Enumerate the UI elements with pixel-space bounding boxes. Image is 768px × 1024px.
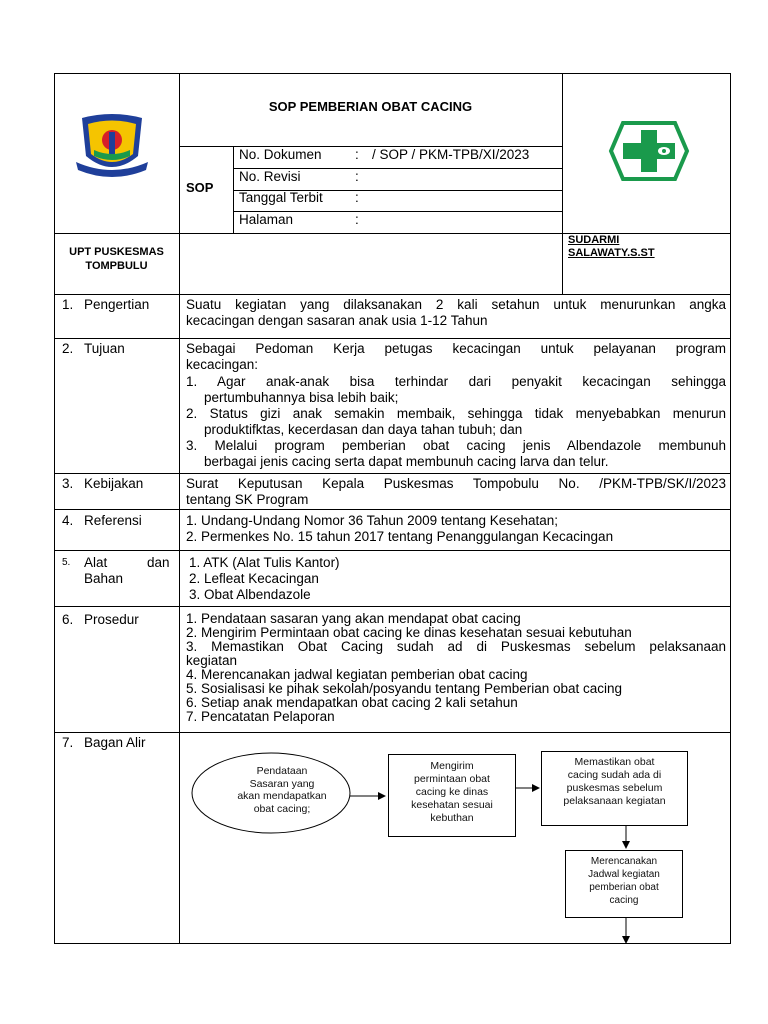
meta-sep: : [355, 190, 359, 205]
list-item: 1. ATK (Alat Tulis Kantor) [189, 555, 340, 570]
list-item-cont: produktifktas, kecerdasan dan daya tahan tubuh; dan [204, 422, 523, 437]
org-name-line2: TOMPBULU [85, 260, 148, 272]
flow-text: permintaan obat [414, 773, 490, 785]
flow-text: Merencanakan [590, 856, 658, 867]
meta-label-revision: No. Revisi [239, 169, 301, 184]
flow-text: cacing ke dinas [415, 786, 489, 798]
section-label: Bahan [84, 571, 124, 586]
flow-step-start [207, 765, 357, 815]
list-item: 2. Mengirim Permintaan obat cacing ke dinas kesehatan sesuai kebutuhan [186, 625, 632, 640]
list-item-cont: berbagai jenis cacing serta dapat membunuh cacing larva dan telur. [204, 454, 609, 469]
list-item: 3. Memastikan Obat Cacing sudah ad di Puskesmas sebelum pelaksanaan [186, 639, 726, 654]
text-line: kecacingan: [186, 357, 259, 372]
org-name [54, 245, 179, 273]
text-line: Surat Keputusan Kepala Puskesmas Tompobulu No. /PKM-TPB/SK/I/2023 [186, 476, 726, 491]
district-emblem [72, 112, 152, 182]
list-item: 2. Permenkes No. 15 tahun 2017 tentang Penanggulangan Kecacingan [186, 529, 614, 544]
signer-line2: SALAWATY.S.ST [568, 246, 655, 259]
list-item: 1. Undang-Undang Nomor 36 Tahun 2009 tentang Kesehatan; [186, 513, 559, 528]
list-item: 1. Pendataan sasaran yang akan mendapat obat cacing [186, 611, 521, 626]
puskesmas-logo [607, 118, 691, 184]
list-item: 1. Agar anak-anak bisa terhindar dari penyakit kecacingan sehingga [186, 374, 726, 389]
meta-value-number: / SOP / PKM-TPB/XI/2023 [372, 147, 530, 162]
section-number: 5. [62, 557, 71, 568]
section-label: Bagan Alir [84, 735, 146, 750]
section-label: Tujuan [84, 341, 125, 356]
section-number: 7. [62, 735, 74, 750]
meta-label-date: Tanggal Terbit [239, 190, 323, 205]
section-number: 6. [62, 612, 74, 627]
flow-step-request [388, 760, 516, 825]
section-number: 1. [62, 297, 74, 312]
flow-text: cacing sudah ada di [567, 769, 662, 781]
meta-label-number: No. Dokumen [239, 147, 322, 162]
section-label: Prosedur [84, 612, 139, 627]
meta-sep: : [355, 212, 359, 227]
meta-sep: : [355, 147, 359, 162]
text-line: tentang SK Program [186, 492, 309, 507]
flow-text: cacing [609, 895, 639, 906]
section-number: 4. [62, 513, 74, 528]
text-line: Sebagai Pedoman Kerja petugas kecacingan untuk pelayanan program [186, 341, 726, 356]
section-label: Referensi [84, 513, 142, 528]
flow-text: Jadwal kegiatan [588, 869, 660, 880]
list-item: 4. Merencanakan jadwal kegiatan pemberian obat cacing [186, 667, 528, 682]
flow-text: Sasaran yang [249, 777, 315, 790]
text-line: Suatu kegiatan yang dilaksanakan 2 kali setahun untuk menurunkan angka [186, 297, 726, 312]
text-line: kecacingan dengan sasaran anak usia 1-12 Tahun [186, 313, 488, 328]
flow-text: obat cacing; [253, 802, 311, 815]
sop-label: SOP [186, 180, 214, 195]
signer-line1: SUDARMI [568, 234, 620, 246]
list-item: 2. Status gizi anak semakin membaik, sehingga tidak menyebabkan menurun [186, 406, 726, 421]
list-item: 5. Sosialisasi ke pihak sekolah/posyandu tentang Pemberian obat cacing [186, 681, 623, 696]
section-label: Alat [84, 555, 108, 570]
list-item: 3. Obat Albendazole [189, 587, 311, 602]
flow-text: kesehatan sesuai [411, 799, 493, 811]
flow-text: puskesmas sebelum [566, 782, 663, 794]
list-item-cont: pertumbuhannya bisa lebih baik; [204, 390, 399, 405]
section-label: dan [147, 555, 170, 570]
section-label: Pengertian [84, 297, 150, 312]
flow-text: pemberian obat [589, 882, 659, 893]
list-item: 3. Melalui program pemberian obat cacing jenis Albendazole membunuh [186, 438, 726, 453]
section-label: Kebijakan [84, 476, 144, 491]
flow-text: akan mendapatkan [237, 790, 327, 802]
list-item-cont: kegiatan [186, 653, 238, 668]
section-number: 2. [62, 341, 74, 356]
list-item: 6. Setiap anak mendapatkan obat cacing 2 kali setahun [186, 695, 518, 710]
meta-label-page: Halaman [239, 212, 294, 227]
org-name-line1: UPT PUSKESMAS [69, 246, 164, 258]
list-item: 7. Pencatatan Pelaporan [186, 709, 335, 724]
meta-sep: : [355, 169, 359, 184]
sop-title: SOP PEMBERIAN OBAT CACING [268, 99, 473, 114]
flow-text: Pendataan [256, 765, 308, 777]
flow-step-plan [565, 855, 683, 907]
signer-name [568, 234, 655, 259]
flow-text: Mengirim [430, 760, 474, 772]
flow-step-verify [541, 756, 688, 808]
flow-text: Memastikan obat [574, 756, 655, 768]
flow-text: pelaksanaan kegiatan [563, 795, 666, 807]
flow-text: kebuthan [430, 812, 474, 824]
section-number: 3. [62, 476, 74, 491]
list-item: 2. Lefleat Kecacingan [189, 571, 319, 586]
